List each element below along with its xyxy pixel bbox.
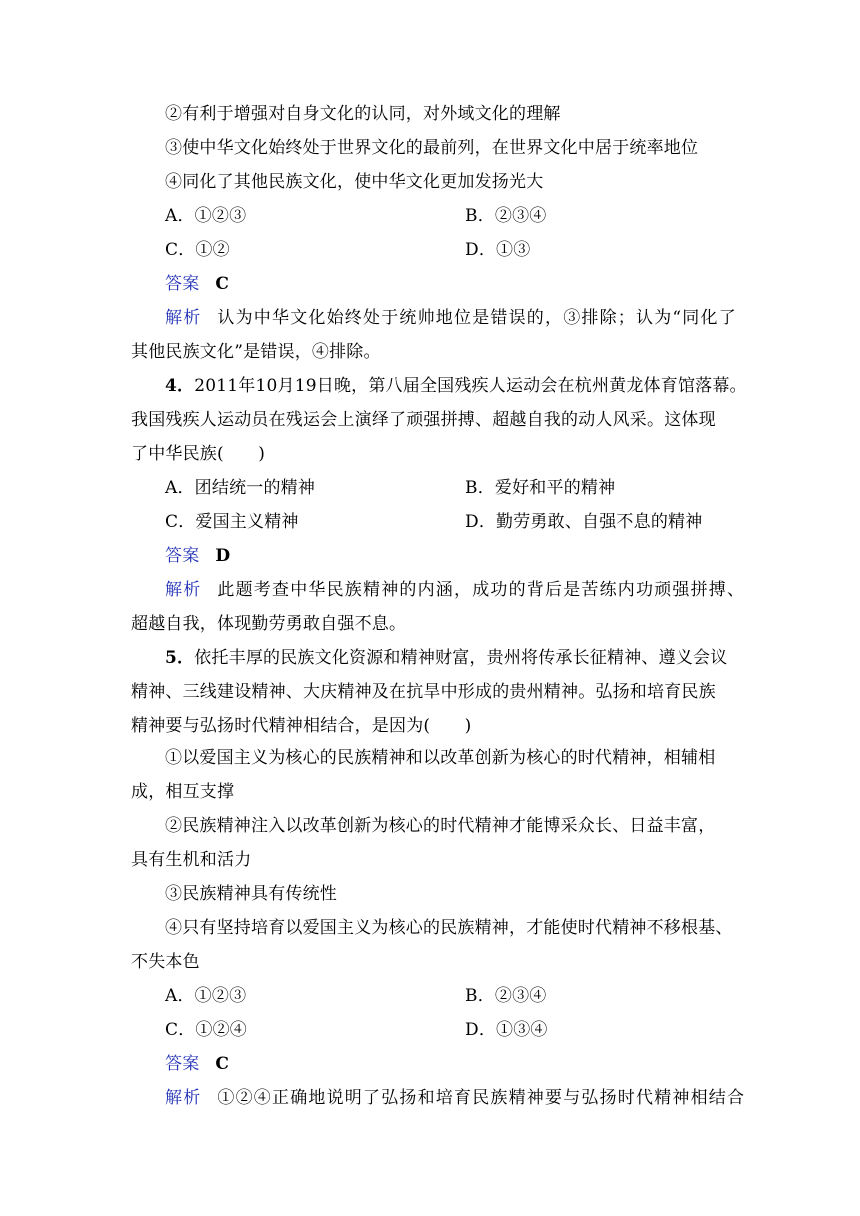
q5-item-4-line-2: 不失本色 [131,952,200,972]
q5-item-2-line-2: 具有生机和活力 [131,850,252,870]
analysis-text: 认为中华文化始终处于统帅地位是错误的，③排除；认为“同化了 [217,308,737,328]
q4-stem-line-3: 了中华民族( ) [131,444,266,464]
q5-option-c: C．①②④ [165,1020,248,1040]
q5-stem-text: 依托丰厚的民族文化资源和精神财富，贵州将传承长征精神、遵义会议 [194,648,728,668]
q5-option-a: A．①②③ [165,986,247,1006]
analysis-label: 解析 [165,1088,202,1108]
answer-label: 答案 [165,1054,200,1074]
answer-value: C [215,1054,230,1074]
q3-analysis-line-2: 其他民族文化”是错误，④排除。 [131,342,381,362]
q3-answer-line [165,272,229,296]
q3-option-d: D．①③ [465,240,531,260]
q3-option-b: B．②③④ [465,206,547,226]
analysis-label: 解析 [165,308,202,328]
analysis-label: 解析 [165,580,202,600]
answer-label: 答案 [165,274,200,294]
q5-option-d: D．①③④ [465,1020,548,1040]
analysis-text: 此题考查中华民族精神的内涵，成功的背后是苦练内功顽强拼搏、 [217,580,746,600]
q4-stem-line-2: 我国残疾人运动员在残运会上演绎了顽强拼搏、超越自我的动人风采。这体现 [131,410,716,430]
q5-stem-line-1 [165,646,727,670]
q3-option-a: A．①②③ [165,206,247,226]
answer-value: D [215,546,231,566]
q5-item-1-line-2: 成，相互支撑 [131,782,235,802]
q4-option-a: A．团结统一的精神 [165,478,316,498]
q3-analysis-line-1 [165,306,737,330]
q5-option-b: B．②③④ [465,986,547,1006]
q3-item-4: ④同化了其他民族文化，使中华文化更加发扬光大 [165,172,544,192]
q3-option-c: C．①② [165,240,230,260]
q4-answer-line [165,544,230,568]
q5-item-2-line-1: ②民族精神注入以改革创新为核心的时代精神才能博采众长、日益丰富， [165,816,716,836]
q5-analysis-line-1 [165,1086,745,1110]
question-number: 4． [165,376,195,396]
q5-item-1-line-1: ①以爱国主义为核心的民族精神和以改革创新为核心的时代精神，相辅相 [165,748,716,768]
question-number: 5． [165,648,195,668]
q4-stem-line-1 [165,374,747,398]
q5-item-4-line-1: ④只有坚持培育以爱国主义为核心的民族精神，才能使时代精神不移根基、 [165,918,733,938]
analysis-text: ①②④正确地说明了弘扬和培育民族精神要与弘扬时代精神相结合 [217,1088,746,1108]
answer-value: C [215,274,230,294]
q4-analysis-line-2: 超越自我，体现勤劳勇敢自强不息。 [131,614,407,634]
q4-stem-text: 2011年10月19日晚，第八届全国残疾人运动会在杭州黄龙体育馆落幕。 [194,376,747,396]
q4-option-c: C．爱国主义精神 [165,512,299,532]
q5-stem-line-3: 精神要与弘扬时代精神相结合，是因为( ) [131,716,472,736]
q4-option-d: D．勤劳勇敢、自强不息的精神 [465,512,703,532]
q5-item-3: ③民族精神具有传统性 [165,884,337,904]
q3-item-3: ③使中华文化始终处于世界文化的最前列，在世界文化中居于统率地位 [165,138,699,158]
q5-answer-line [165,1052,229,1076]
q4-option-b: B．爱好和平的精神 [465,478,616,498]
q4-analysis-line-1 [165,578,745,602]
q3-item-2: ②有利于增强对自身文化的认同，对外域文化的理解 [165,104,561,124]
answer-label: 答案 [165,546,200,566]
q5-stem-line-2: 精神、三线建设精神、大庆精神及在抗旱中形成的贵州精神。弘扬和培育民族 [131,682,716,702]
